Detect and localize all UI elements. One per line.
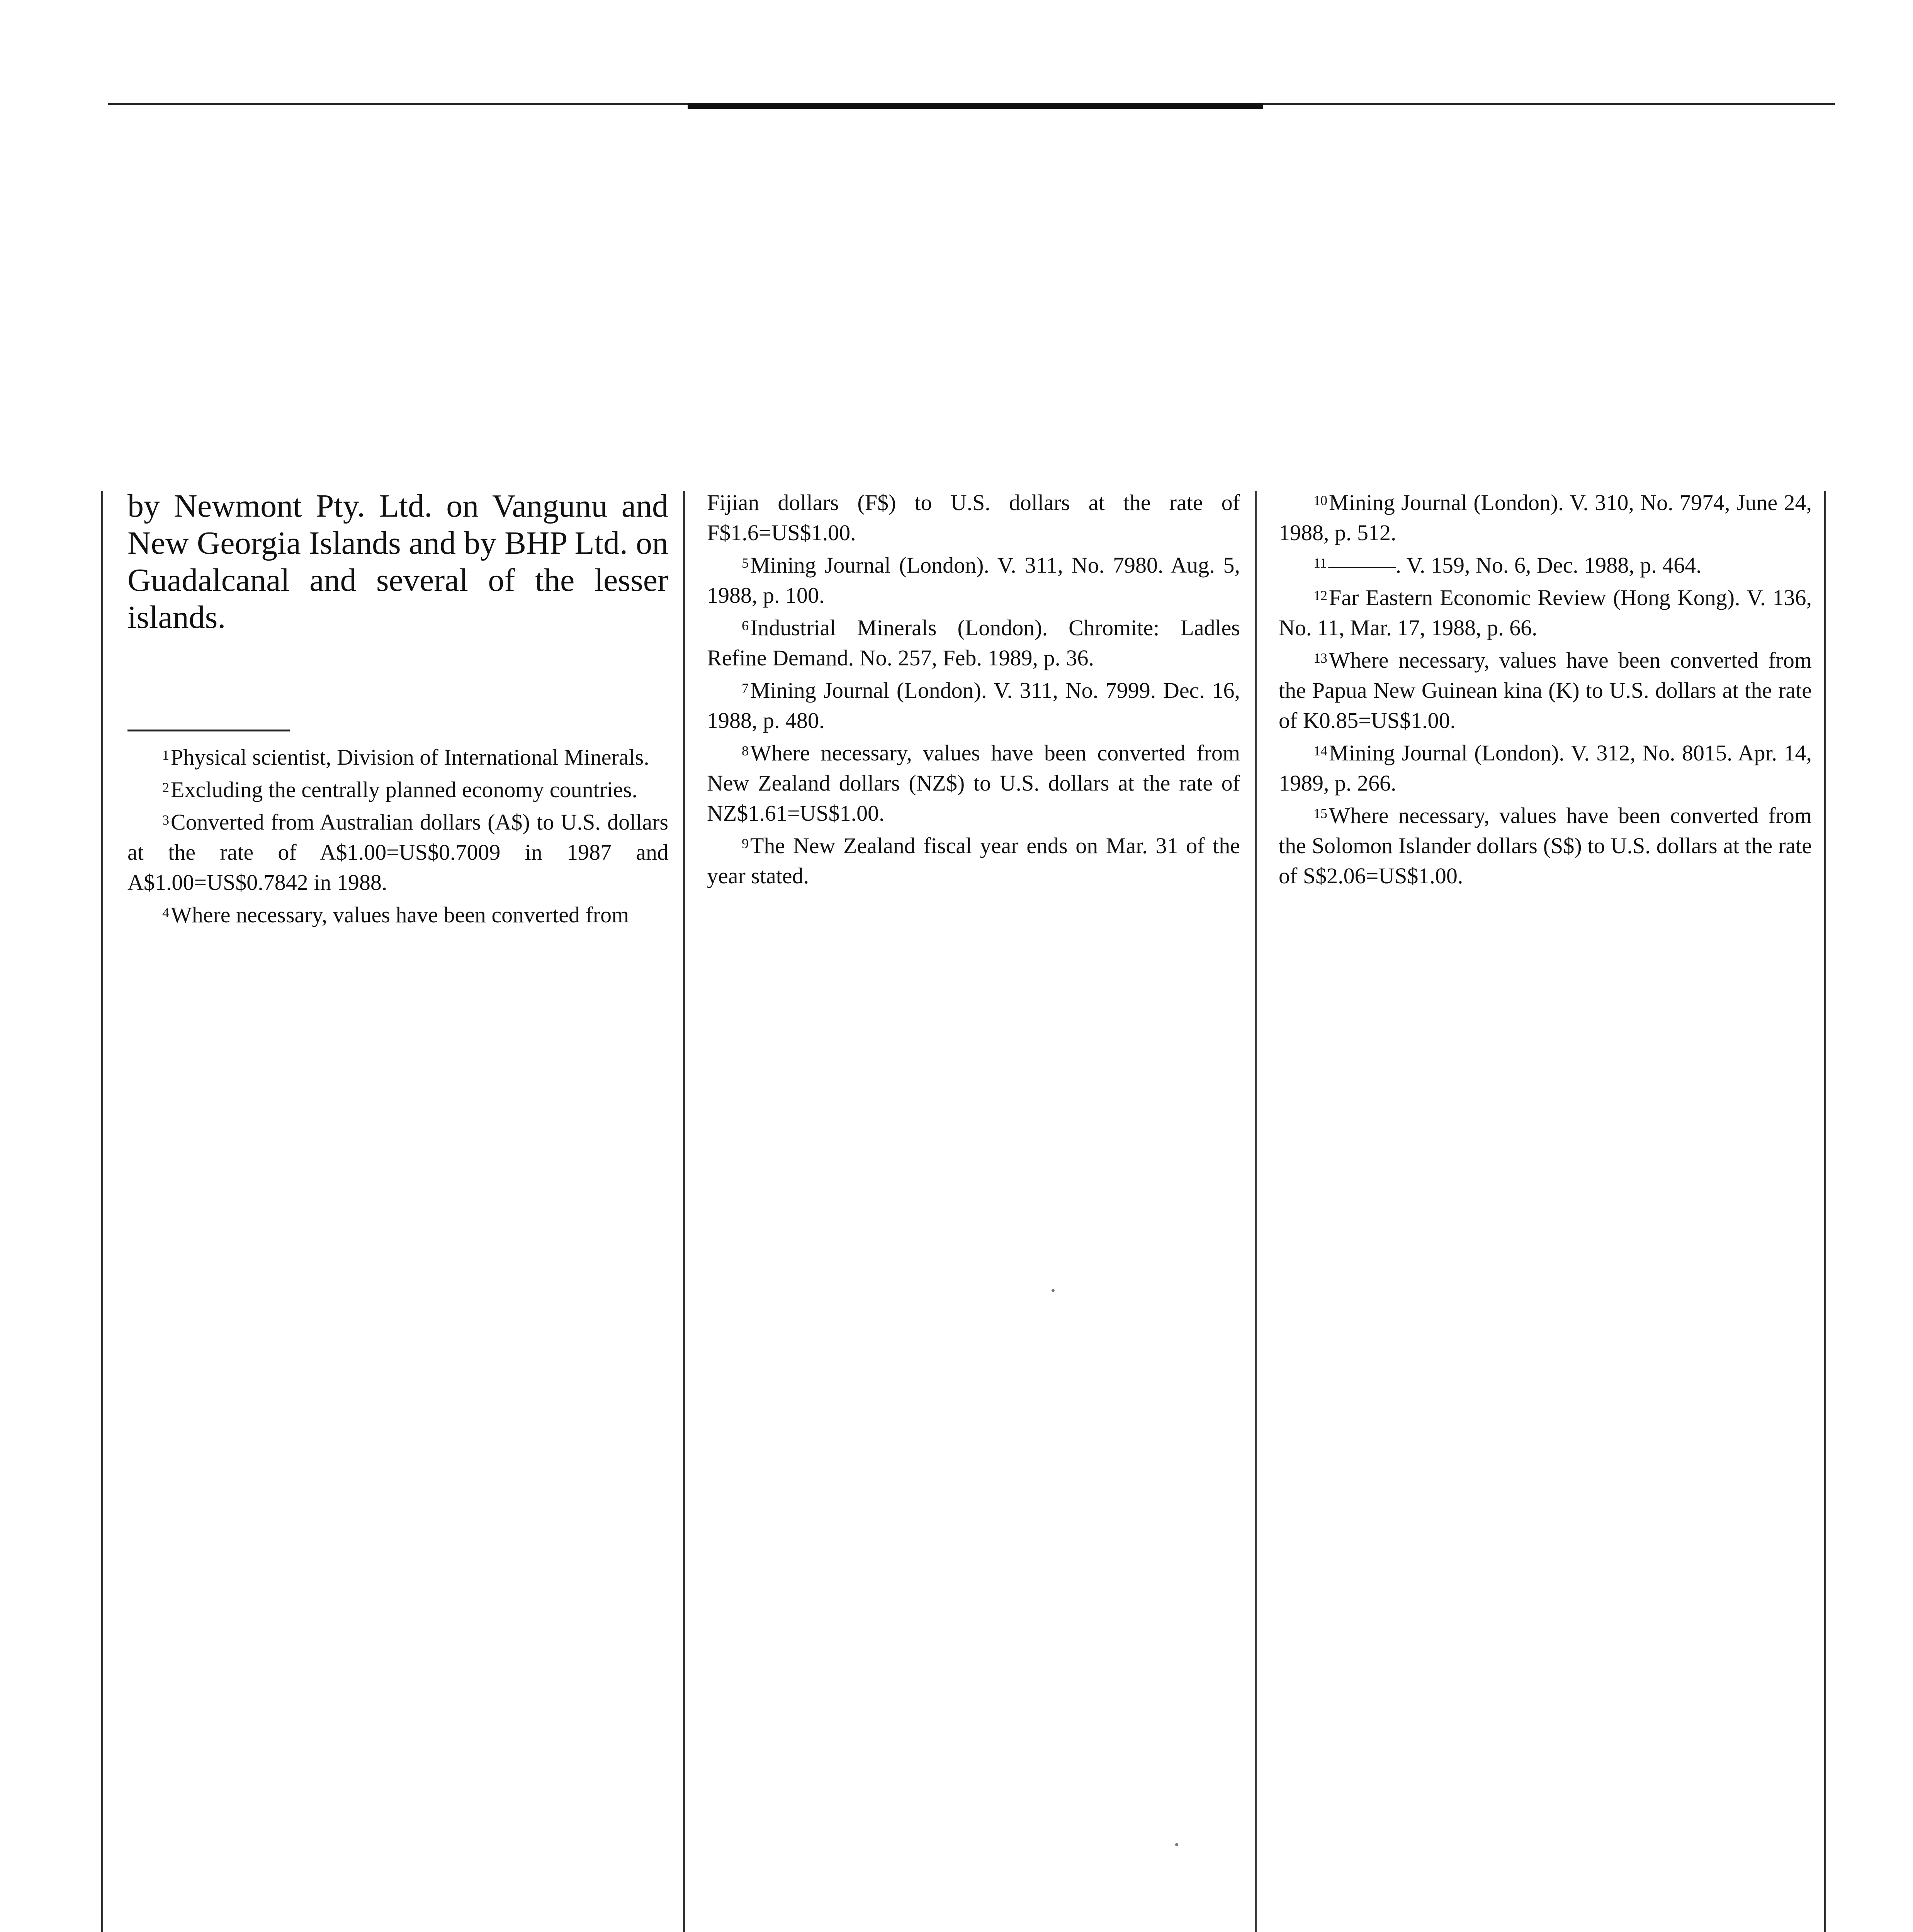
footnote-7 bbox=[707, 675, 1240, 736]
column-rule-1-2 bbox=[683, 491, 685, 1932]
footnote-text: ———. V. 159, No. 6, Dec. 1988, p. 464. bbox=[1328, 553, 1702, 578]
scan-speck bbox=[1052, 1289, 1055, 1292]
footnote-5 bbox=[707, 550, 1240, 611]
footnote-marker: 6 bbox=[742, 618, 749, 633]
footnote-marker: 9 bbox=[742, 836, 749, 851]
footnote-marker: 4 bbox=[162, 905, 169, 920]
column-rule-right bbox=[1824, 491, 1826, 1932]
footnote-marker: 7 bbox=[742, 680, 749, 696]
scan-speck bbox=[1175, 1843, 1178, 1846]
footnote-9 bbox=[707, 831, 1240, 891]
footnote-11 bbox=[1279, 550, 1812, 580]
footnote-marker: 1 bbox=[162, 747, 169, 763]
footnote-marker: 5 bbox=[742, 555, 749, 571]
footnote-marker: 8 bbox=[742, 743, 749, 759]
column-rule-2-3 bbox=[1255, 491, 1257, 1932]
footnote-text: Converted from Australian dollars (A$) to U.S. dollars at the rate of A$1.00=US$0.7009 in 1987 and A$1.00=US$0.7842 in 1988. bbox=[127, 810, 668, 895]
footnote-text: Where necessary, values have been converted from New Zealand dollars (NZ$) to U.S. dollars at the rate of NZ$1.61=US$1.00. bbox=[707, 740, 1240, 826]
footnote-text: Far Eastern Economic Review (Hong Kong). V. 136, No. 11, Mar. 17, 1988, p. 66. bbox=[1279, 585, 1812, 640]
footnote-marker: 14 bbox=[1313, 743, 1327, 759]
footnote-marker: 3 bbox=[162, 812, 169, 828]
footnote-rule bbox=[127, 730, 290, 731]
footnote-text: Industrial Minerals (London). Chromite: Ladles Refine Demand. No. 257, Feb. 1989, p. 36. bbox=[707, 615, 1240, 670]
top-rule-accent bbox=[688, 103, 1263, 109]
footnote-3 bbox=[127, 807, 668, 898]
footnote-text: The New Zealand fiscal year ends on Mar. 31 of the year stated. bbox=[707, 833, 1240, 888]
footnote-marker: 11 bbox=[1313, 555, 1327, 571]
footnote-text: Where necessary, values have been converted from bbox=[171, 902, 629, 927]
footnote-text: Where necessary, values have been converted from the Papua New Guinean kina (K) to U.S. dollars at the rate of K0.85=US$1.00. bbox=[1279, 648, 1812, 733]
column-1 bbox=[127, 488, 668, 932]
footnote-marker: 13 bbox=[1313, 650, 1327, 666]
footnote-text: Where necessary, values have been converted from the Solomon Islander dollars (S$) to U.S. dollars at the rate of S$2.06=US$1.00. bbox=[1279, 803, 1812, 888]
footnote-text: Mining Journal (London). V. 312, No. 8015. Apr. 14, 1989, p. 266. bbox=[1279, 740, 1812, 796]
footnote-2 bbox=[127, 775, 668, 805]
footnote-4-continuation: Fijian dollars (F$) to U.S. dollars at the rate of F$1.6=US$1.00. bbox=[707, 490, 1240, 545]
footnote-text: Mining Journal (London). V. 311, No. 7999. Dec. 16, 1988, p. 480. bbox=[707, 678, 1240, 733]
footnote-12 bbox=[1279, 583, 1812, 643]
footnote-marker: 10 bbox=[1313, 493, 1327, 508]
column-2 bbox=[707, 488, 1240, 893]
footnote-8 bbox=[707, 738, 1240, 828]
footnote-text: Excluding the centrally planned economy countries. bbox=[171, 777, 637, 802]
footnote-marker: 12 bbox=[1313, 588, 1327, 603]
footnote-marker: 2 bbox=[162, 780, 169, 795]
footnote-text: Physical scientist, Division of International Minerals. bbox=[171, 745, 649, 770]
footnote-14 bbox=[1279, 738, 1812, 798]
footnote-4 bbox=[127, 900, 668, 930]
footnote-10 bbox=[1279, 488, 1812, 548]
footnote-text: Mining Journal (London). V. 311, No. 7980. Aug. 5, 1988, p. 100. bbox=[707, 553, 1240, 608]
footnote-marker: 15 bbox=[1313, 806, 1327, 821]
column-rule-left bbox=[101, 491, 103, 1932]
footnote-6 bbox=[707, 613, 1240, 673]
footnote-15 bbox=[1279, 801, 1812, 891]
footnote-13 bbox=[1279, 645, 1812, 736]
column-3 bbox=[1279, 488, 1812, 893]
footnote-text: Mining Journal (London). V. 310, No. 7974, June 24, 1988, p. 512. bbox=[1279, 490, 1812, 545]
footnote-1 bbox=[127, 742, 668, 772]
body-paragraph: by Newmont Pty. Ltd. on Vangunu and New Georgia Islands and by BHP Ltd. on Guadalcanal and several of the lesser islands. bbox=[127, 488, 668, 635]
